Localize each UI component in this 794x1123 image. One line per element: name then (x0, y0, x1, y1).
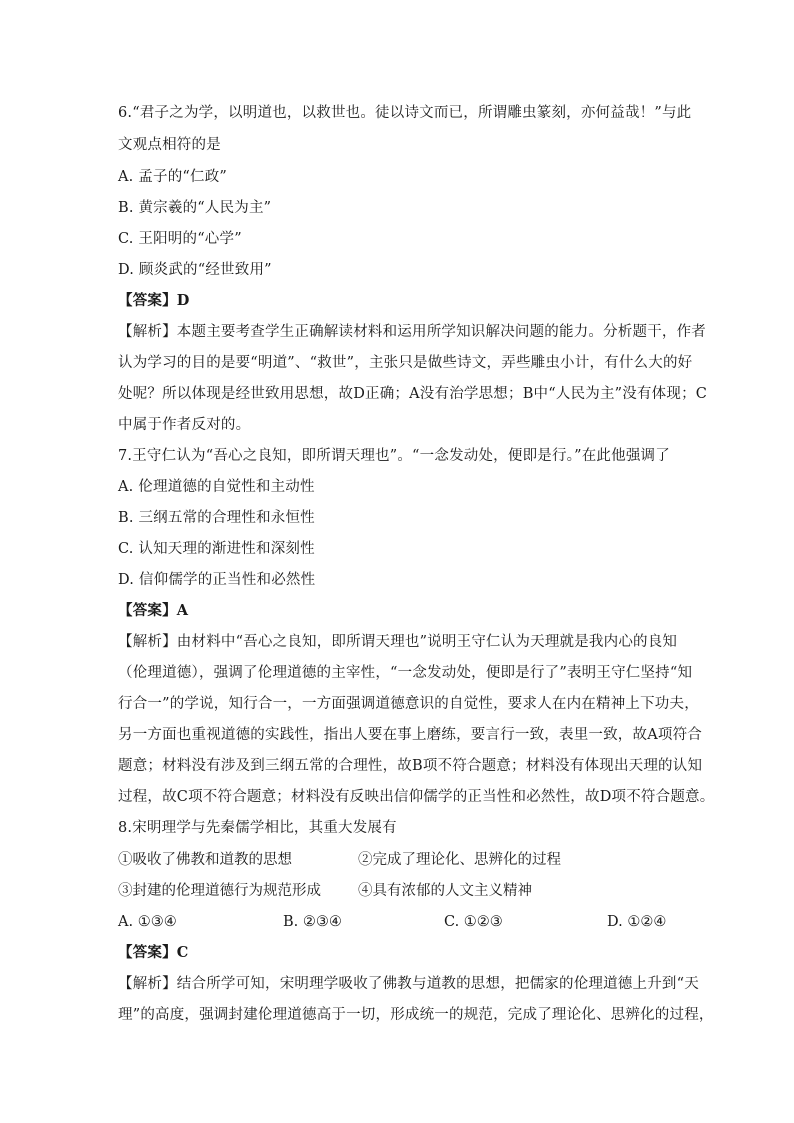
q7-option-c: C. 认知天理的渐进性和深刻性 (118, 541, 315, 557)
q6-option-b: B. 黄宗羲的“人民为主” (118, 200, 272, 216)
q8-item-4: ④具有浓郁的人文主义精神 (358, 883, 532, 899)
q7-analysis-line-2: （伦理道德），强调了伦理道德的主宰性，“一念发动处，便即是行了”表明王守仁坚持“知 (118, 665, 693, 681)
q7-analysis-line-1: 【解析】由材料中“吾心之良知，即所谓天理也”说明王守仁认为天理就是我内心的良知 (118, 634, 678, 650)
q6-option-c: C. 王阳明的“心学” (118, 231, 242, 247)
q8-choice-d: D. ①②④ (607, 914, 667, 930)
q6-answer: 【答案】D (118, 292, 190, 309)
q8-stem-line-1: 8.宋明理学与先秦儒学相比，其重大发展有 (118, 820, 397, 836)
q8-item-1: ①吸收了佛教和道教的思想 (118, 852, 292, 868)
q7-analysis-line-4: 另一方面也重视道德的实践性，指出人要在事上磨练，要言行一致，表里一致，故A项符合 (118, 727, 702, 743)
q6-stem-line-2: 文观点相符的是 (118, 137, 221, 153)
q7-analysis-line-6: 过程，故C项不符合题意；材料没有反映出信仰儒学的正当性和必然性，故D项不符合题意。 (118, 789, 715, 805)
q6-analysis-line-1: 【解析】本题主要考查学生正确解读材料和运用所学知识解决问题的能力。分析题干，作者 (118, 324, 706, 340)
q8-analysis-line-1: 【解析】结合所学可知，宋明理学吸收了佛教与道教的思想，把儒家的伦理道德上升到“天 (118, 976, 699, 992)
q7-option-a: A. 伦理道德的自觉性和主动性 (118, 479, 315, 495)
q8-item-2: ②完成了理论化、思辨化的过程 (358, 852, 561, 868)
q6-analysis-line-3: 处呢？所以体现是经世致用思想，故D正确；A没有治学思想；B中“人民为主”没有体现；C (118, 386, 708, 402)
q6-option-a: A. 孟子的“仁政” (118, 169, 228, 185)
q8-choice-a: A. ①③④ (118, 914, 177, 930)
q8-analysis-line-2: 理”的高度，强调封建伦理道德高于一切，形成统一的规范，完成了理论化、思辨化的过程， (118, 1007, 714, 1023)
q8-item-3: ③封建的伦理道德行为规范形成 (118, 883, 321, 899)
q6-analysis-line-4: 中属于作者反对的。 (118, 417, 251, 433)
q6-stem-line-1: 6.“君子之为学，以明道也，以救世也。徒以诗文而已，所谓雕虫篆刻，亦何益哉！”与此 (118, 105, 692, 121)
q7-option-d: D. 信仰儒学的正当性和必然性 (118, 572, 316, 588)
q7-analysis-line-3: 行合一”的学说，知行合一，一方面强调道德意识的自觉性，要求人在内在精神上下功夫， (118, 696, 699, 712)
q7-option-b: B. 三纲五常的合理性和永恒性 (118, 510, 315, 526)
q8-choice-c: C. ①②③ (444, 914, 503, 930)
q7-analysis-line-5: 题意；材料没有涉及到三纲五常的合理性，故B项不符合题意；材料没有体现出天理的认知 (118, 758, 703, 774)
q8-answer: 【答案】C (118, 944, 189, 961)
q7-answer: 【答案】A (118, 602, 189, 619)
q7-stem-line-1: 7.王守仁认为“吾心之良知，即所谓天理也”。“一念发动处，便即是行。”在此他强调了 (118, 448, 670, 464)
q6-option-d: D. 顾炎武的“经世致用” (118, 262, 272, 278)
q8-choice-b: B. ②③④ (283, 914, 342, 930)
q6-analysis-line-2: 认为学习的目的是要“明道”、“救世”，主张只是做些诗文，弄些雕虫小计，有什么大的好 (118, 355, 693, 371)
